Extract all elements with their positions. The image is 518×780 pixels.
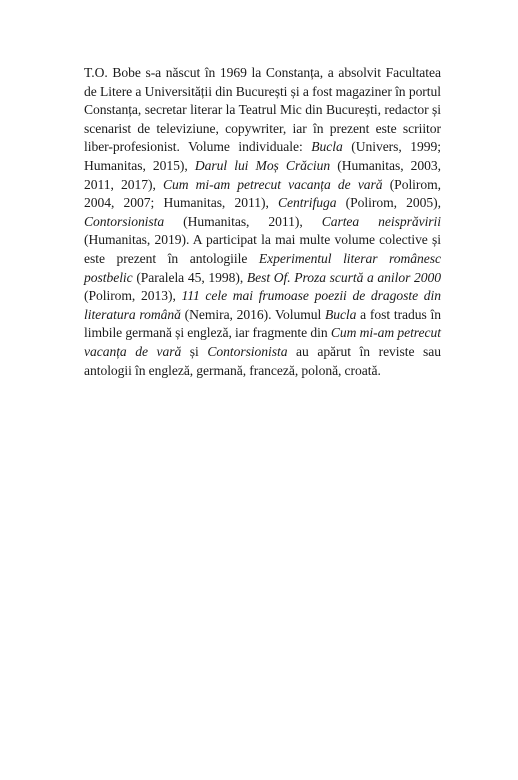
bio-text: (Nemira, 2016). Volumul — [180, 306, 325, 322]
book-title-cum-mi-am-petrecut-vacanta-de-vara: Cum mi-am petrecut vacanța de vară — [162, 176, 383, 192]
bio-text: (Polirom, 2004, 2007; Humanitas, 2011), — [84, 176, 441, 211]
bio-text: au apărut în reviste sau antologii în engleză, germană, franceză, polonă, croată. — [84, 343, 441, 378]
book-title-bucla: Bucla — [324, 306, 357, 322]
bio-text: (Polirom, 2005), — [336, 195, 441, 211]
bio-text: a fost tradus în limbile germană și engleză, iar fragmente din — [84, 306, 441, 341]
bio-text: (Humanitas, 2003, 2011, 2017), — [84, 157, 441, 192]
book-title-cum-mi-am-petrecut-vacanta-de-vara: Cum mi-am petrecut vacanța de vară — [84, 325, 441, 359]
book-title-darul-lui-mos-craciun: Darul lui Moș Crăciun — [194, 157, 331, 173]
anthology-title-best-of: Best Of. Proza scurtă a anilor 2000 — [246, 269, 441, 285]
book-title-cartea-neispravirii: Cartea neisprăvirii — [321, 213, 441, 229]
book-title-contorsionista: Contorsionista — [207, 343, 288, 359]
book-title-centrifuga: Centrifuga — [278, 195, 337, 211]
bio-text: și — [181, 343, 208, 359]
book-title-bucla: Bucla — [311, 139, 343, 155]
bio-text: (Paralela 45, 1998), — [132, 269, 247, 285]
bio-text: (Humanitas, 2019). A participat la mai multe volume colective și este prezent în antologiile — [84, 232, 441, 266]
author-biography-paragraph — [84, 64, 441, 380]
bio-text: (Univers, 1999; Humanitas, 2015), — [84, 139, 441, 173]
anthology-title-experimentul-literar: Experimentul literar românesc postbelic — [84, 250, 441, 285]
bio-text: T.O. Bobe s-a născut în 1969 la Constanța, a absolvit Facultatea de Litere a Universității din București și a fost magaziner în portul Constanța, secretar literar la Teatrul Mic din București, redactor și scenarist de televiziune, copywriter, iar în prezent este scriitor liber-profesionist. Volume individuale: — [84, 65, 441, 155]
bio-text: (Polirom, 2013), — [84, 288, 182, 304]
bio-text: (Humanitas, 2011), — [164, 213, 322, 229]
anthology-title-111-poezii: 111 cele mai frumoase poezii de dragoste din literatura română — [84, 288, 441, 322]
book-title-contorsionista: Contorsionista — [84, 213, 165, 229]
